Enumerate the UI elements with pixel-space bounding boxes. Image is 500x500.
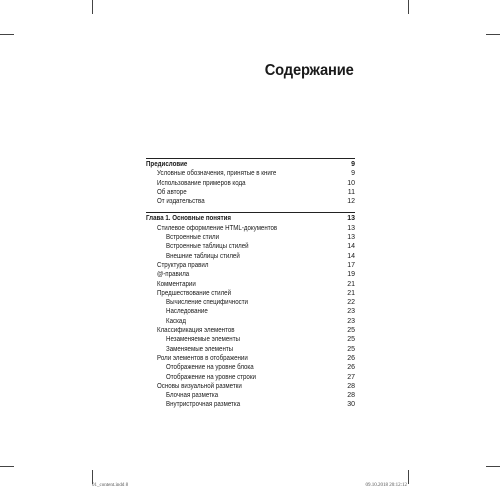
- toc-entry-label: Внешние таблицы стилей: [166, 252, 240, 260]
- toc-entry-page-number: 22: [347, 299, 355, 307]
- toc-entry[interactable]: [146, 391, 355, 400]
- toc-entry-label: Использование примеров кода: [157, 179, 246, 187]
- page-title: Содержание: [265, 62, 354, 79]
- toc-entry[interactable]: [146, 382, 355, 391]
- toc-entry-page-number: 12: [347, 198, 355, 206]
- toc-entry[interactable]: [146, 354, 355, 363]
- toc-entry-page-number: 28: [347, 392, 355, 400]
- toc-entry[interactable]: [146, 363, 355, 372]
- crop-mark-right-bottom: [486, 466, 500, 467]
- toc-entry[interactable]: [146, 233, 355, 242]
- toc-entry-page-number: 10: [347, 179, 355, 187]
- toc-entry[interactable]: [146, 188, 355, 197]
- toc-entry-page-number: 23: [347, 317, 355, 325]
- toc-entry-label: Стилевое оформление HTML-документов: [157, 224, 278, 232]
- toc-entry-label: Каскад: [166, 317, 186, 325]
- toc-entry[interactable]: [146, 214, 355, 223]
- toc-entry-page-number: 14: [347, 252, 355, 260]
- toc-entry[interactable]: [146, 224, 355, 233]
- toc-section: [146, 158, 355, 206]
- crop-mark-top-left: [92, 0, 93, 14]
- toc-entry-label: Блочная разметка: [166, 392, 219, 400]
- toc-entry-page-number: 19: [347, 271, 355, 279]
- toc-entry-label: Роли элементов в отображении: [157, 354, 248, 362]
- toc-entry-page-number: 21: [347, 280, 355, 288]
- toc-entry[interactable]: [146, 270, 355, 279]
- toc-entry[interactable]: [146, 280, 355, 289]
- toc-entry-label: Встроенные стили: [166, 234, 220, 242]
- toc-entry-page-number: 9: [351, 170, 355, 178]
- crop-mark-bottom-right: [408, 470, 409, 484]
- toc-entry-page-number: 25: [347, 327, 355, 335]
- toc-entry-label: Отображение на уровне блока: [166, 364, 254, 372]
- toc-entry-label: Наследование: [166, 308, 208, 316]
- toc-entry-label: Комментарии: [157, 280, 196, 288]
- toc-entry-label: Внутристрочная разметка: [166, 401, 241, 409]
- toc-entry[interactable]: [146, 197, 355, 206]
- toc-entry[interactable]: [146, 160, 355, 169]
- toc-entry[interactable]: [146, 252, 355, 261]
- toc-entry[interactable]: [146, 307, 355, 316]
- toc-entry-page-number: 28: [347, 382, 355, 390]
- toc-entry[interactable]: [146, 373, 355, 382]
- slug-file-name: 01_content.indd 8: [92, 483, 129, 488]
- toc-entry-page-number: 26: [347, 364, 355, 372]
- toc-entry-page-number: 23: [347, 308, 355, 316]
- toc-entry-page-number: 13: [347, 234, 355, 242]
- toc-entry-label: Предшествование стилей: [157, 289, 232, 297]
- toc-entry-page-number: 17: [347, 261, 355, 269]
- toc-entry-label: Основы визуальной разметки: [157, 382, 242, 390]
- toc-entry-label: Глава 1. Основные понятия: [146, 215, 232, 223]
- table-of-contents: [146, 158, 355, 416]
- toc-entry-page-number: 11: [347, 188, 355, 196]
- toc-entry[interactable]: [146, 298, 355, 307]
- toc-entry-label: Встроенные таблицы стилей: [166, 243, 249, 251]
- crop-mark-left-top: [0, 34, 14, 35]
- toc-entry-label: Условные обозначения, принятые в книге: [157, 170, 277, 178]
- toc-entry[interactable]: [146, 335, 355, 344]
- crop-mark-top-right: [408, 0, 409, 14]
- toc-entry-label: Предисловие: [146, 161, 188, 168]
- toc-entry-label: Классификация элементов: [157, 327, 235, 335]
- toc-section: [146, 212, 355, 409]
- toc-entry-label: Заменяемые элементы: [166, 345, 234, 353]
- toc-entry[interactable]: [146, 242, 355, 251]
- toc-entry-label: Вычисление специфичности: [166, 299, 248, 307]
- toc-entry-page-number: 25: [347, 345, 355, 353]
- toc-entry-page-number: 30: [347, 401, 355, 409]
- toc-entry[interactable]: [146, 179, 355, 188]
- toc-entry-label: Отображение на уровне строки: [166, 373, 256, 381]
- toc-entry-page-number: 27: [347, 373, 355, 381]
- toc-entry[interactable]: [146, 317, 355, 326]
- toc-entry-page-number: 13: [347, 224, 355, 232]
- toc-entry[interactable]: [146, 289, 355, 298]
- crop-mark-left-bottom: [0, 466, 14, 467]
- toc-entry-label: От издательства: [157, 198, 205, 206]
- crop-mark-right-top: [486, 34, 500, 35]
- toc-entry-page-number: 14: [347, 243, 355, 251]
- toc-entry[interactable]: [146, 345, 355, 354]
- toc-entry-page-number: 9: [351, 161, 355, 168]
- toc-entry-label: Об авторе: [157, 188, 187, 196]
- toc-entry[interactable]: [146, 326, 355, 335]
- toc-entry-label: @-правила: [157, 271, 190, 279]
- slug-timestamp: 09.10.2018 20:12:12: [365, 483, 407, 488]
- toc-entry[interactable]: [146, 400, 355, 409]
- toc-entry[interactable]: [146, 261, 355, 270]
- toc-entry-page-number: 13: [347, 215, 355, 223]
- toc-entry-page-number: 21: [347, 289, 355, 297]
- toc-entry-page-number: 25: [347, 336, 355, 344]
- toc-entry[interactable]: [146, 169, 355, 178]
- toc-entry-label: Незаменяемые элементы: [166, 336, 240, 344]
- crop-mark-bottom-left: [92, 470, 93, 484]
- toc-entry-label: Структура правил: [157, 261, 209, 269]
- toc-entry-page-number: 26: [347, 354, 355, 362]
